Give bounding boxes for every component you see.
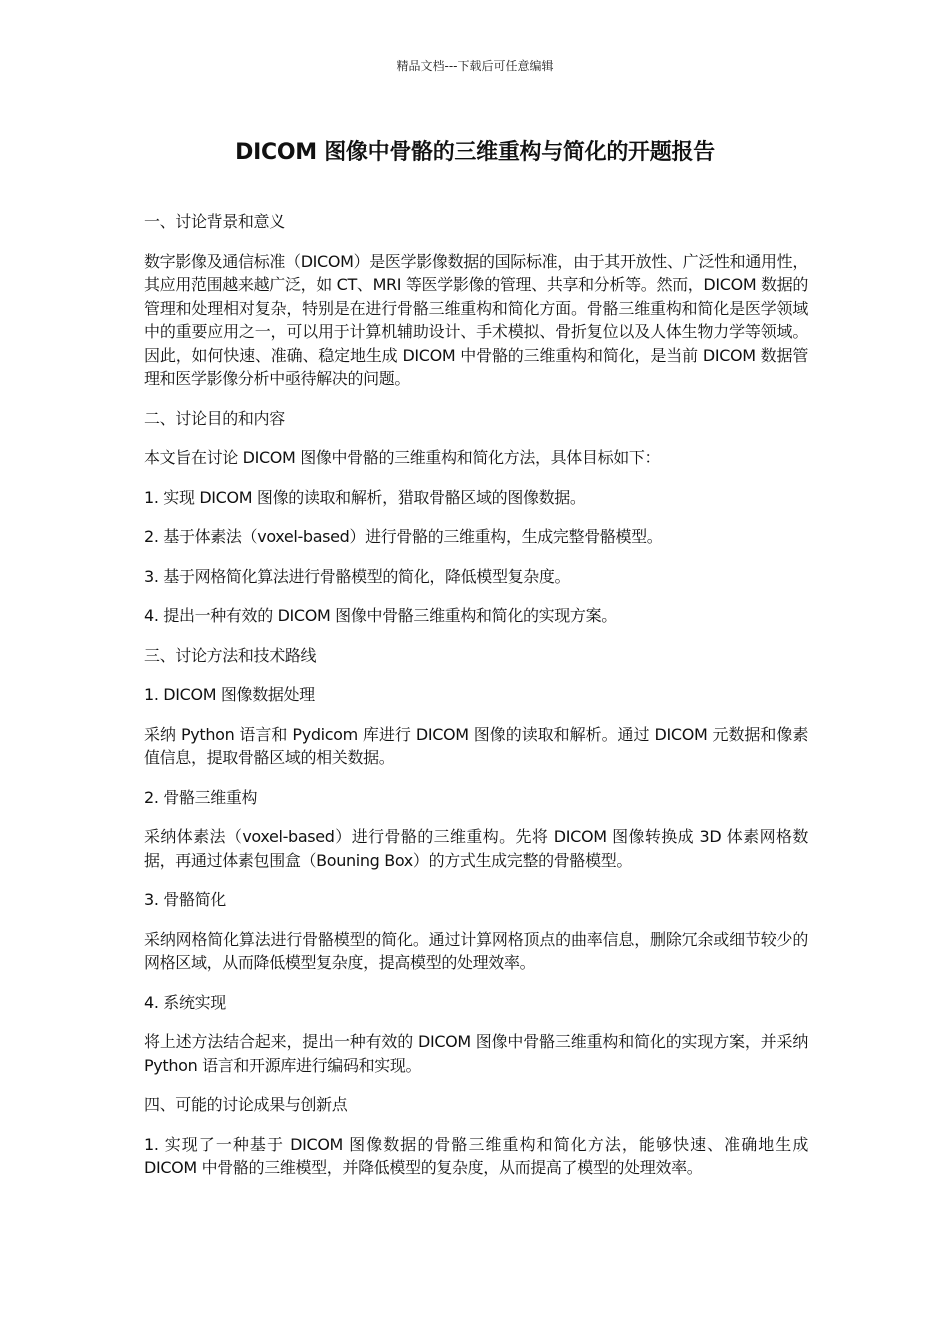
paragraph-data-processing: 采纳 Python 语言和 Pydicom 库进行 DICOM 图像的读取和解析。通过 DICOM 元数据和像素值信息，提取骨骼区域的相关数据。: [144, 724, 808, 767]
section-heading-objectives: 二、讨论目的和内容: [144, 408, 285, 428]
page-header: 精品文档---下载后可任意编辑: [396, 59, 554, 73]
subheading-simplification: 3. 骨骼简化: [144, 890, 226, 909]
paragraph-simplification: 采纳网格简化算法进行骨骼模型的简化。通过计算网格顶点的曲率信息，删除冗余或细节较少的网格区域，从而降低模型复杂度，提高模型的处理效率。: [144, 929, 808, 972]
objective-item-1: 1. 实现 DICOM 图像的读取和解析，猎取骨骼区域的图像数据。: [144, 487, 586, 507]
section-heading-methods: 三、讨论方法和技术路线: [144, 645, 317, 665]
document-body: [144, 210, 808, 1196]
subheading-data-processing: 1. DICOM 图像数据处理: [144, 685, 315, 704]
objective-item-2: 2. 基于体素法（voxel-based）进行骨骼的三维重构，生成完整骨骼模型。: [144, 527, 663, 546]
paragraph-implementation: 将上述方法结合起来，提出一种有效的 DICOM 图像中骨骼三维重构和简化的实现方案，并采纳 Python 语言和开源库进行编码和实现。: [144, 1032, 808, 1075]
paragraph-reconstruction: 采纳体素法（voxel-based）进行骨骼的三维重构。先将 DICOM 图像转换成 3D 体素网格数据，再通过体素包围盒（Bouning Box）的方式生成完整的骨骼模型。: [144, 827, 808, 870]
outcome-item-1: 1. 实现了一种基于 DICOM 图像数据的骨骼三维重构和简化方法，能够快速、准确地生成 DICOM 中骨骼的三维模型，并降低模型的复杂度，从而提高了模型的处理效率。: [144, 1134, 808, 1177]
objective-item-4: 4. 提出一种有效的 DICOM 图像中骨骼三维重构和简化的实现方案。: [144, 606, 617, 625]
document-title: DICOM 图像中骨骼的三维重构与简化的开题报告: [235, 140, 715, 165]
subheading-implementation: 4. 系统实现: [144, 992, 226, 1012]
paragraph-objectives-intro: 本文旨在讨论 DICOM 图像中骨骼的三维重构和简化方法，具体目标如下：: [144, 448, 661, 467]
paragraph-background: 数字影像及通信标准（DICOM）是医学影像数据的国际标准，由于其开放性、广泛性和通用性，其应用范围越来越广泛，如 CT、MRI 等医学影像的管理、共享和分析等。然而，DICOM 数据的管理和处理相对复杂，特别是在进行骨骼三维重构和简化方面。骨骼三维重构和简化是医学领域中的重要应用之一，可以用于计算机辅助设计、手术模拟、骨折复位以及人体生物力学等领域。因此，如何快速、准确、稳定地生成 DICOM 中骨骼的三维重构和简化，是当前 DICOM 数据管理和医学影像分析中亟待解决的问题。: [144, 251, 808, 388]
subheading-reconstruction: 2. 骨骼三维重构: [144, 787, 258, 807]
section-heading-background: 一、讨论背景和意义: [144, 212, 285, 231]
objective-item-3: 3. 基于网格简化算法进行骨骼模型的简化，降低模型复杂度。: [144, 566, 571, 586]
section-heading-outcomes: 四、可能的讨论成果与创新点: [144, 1095, 348, 1114]
